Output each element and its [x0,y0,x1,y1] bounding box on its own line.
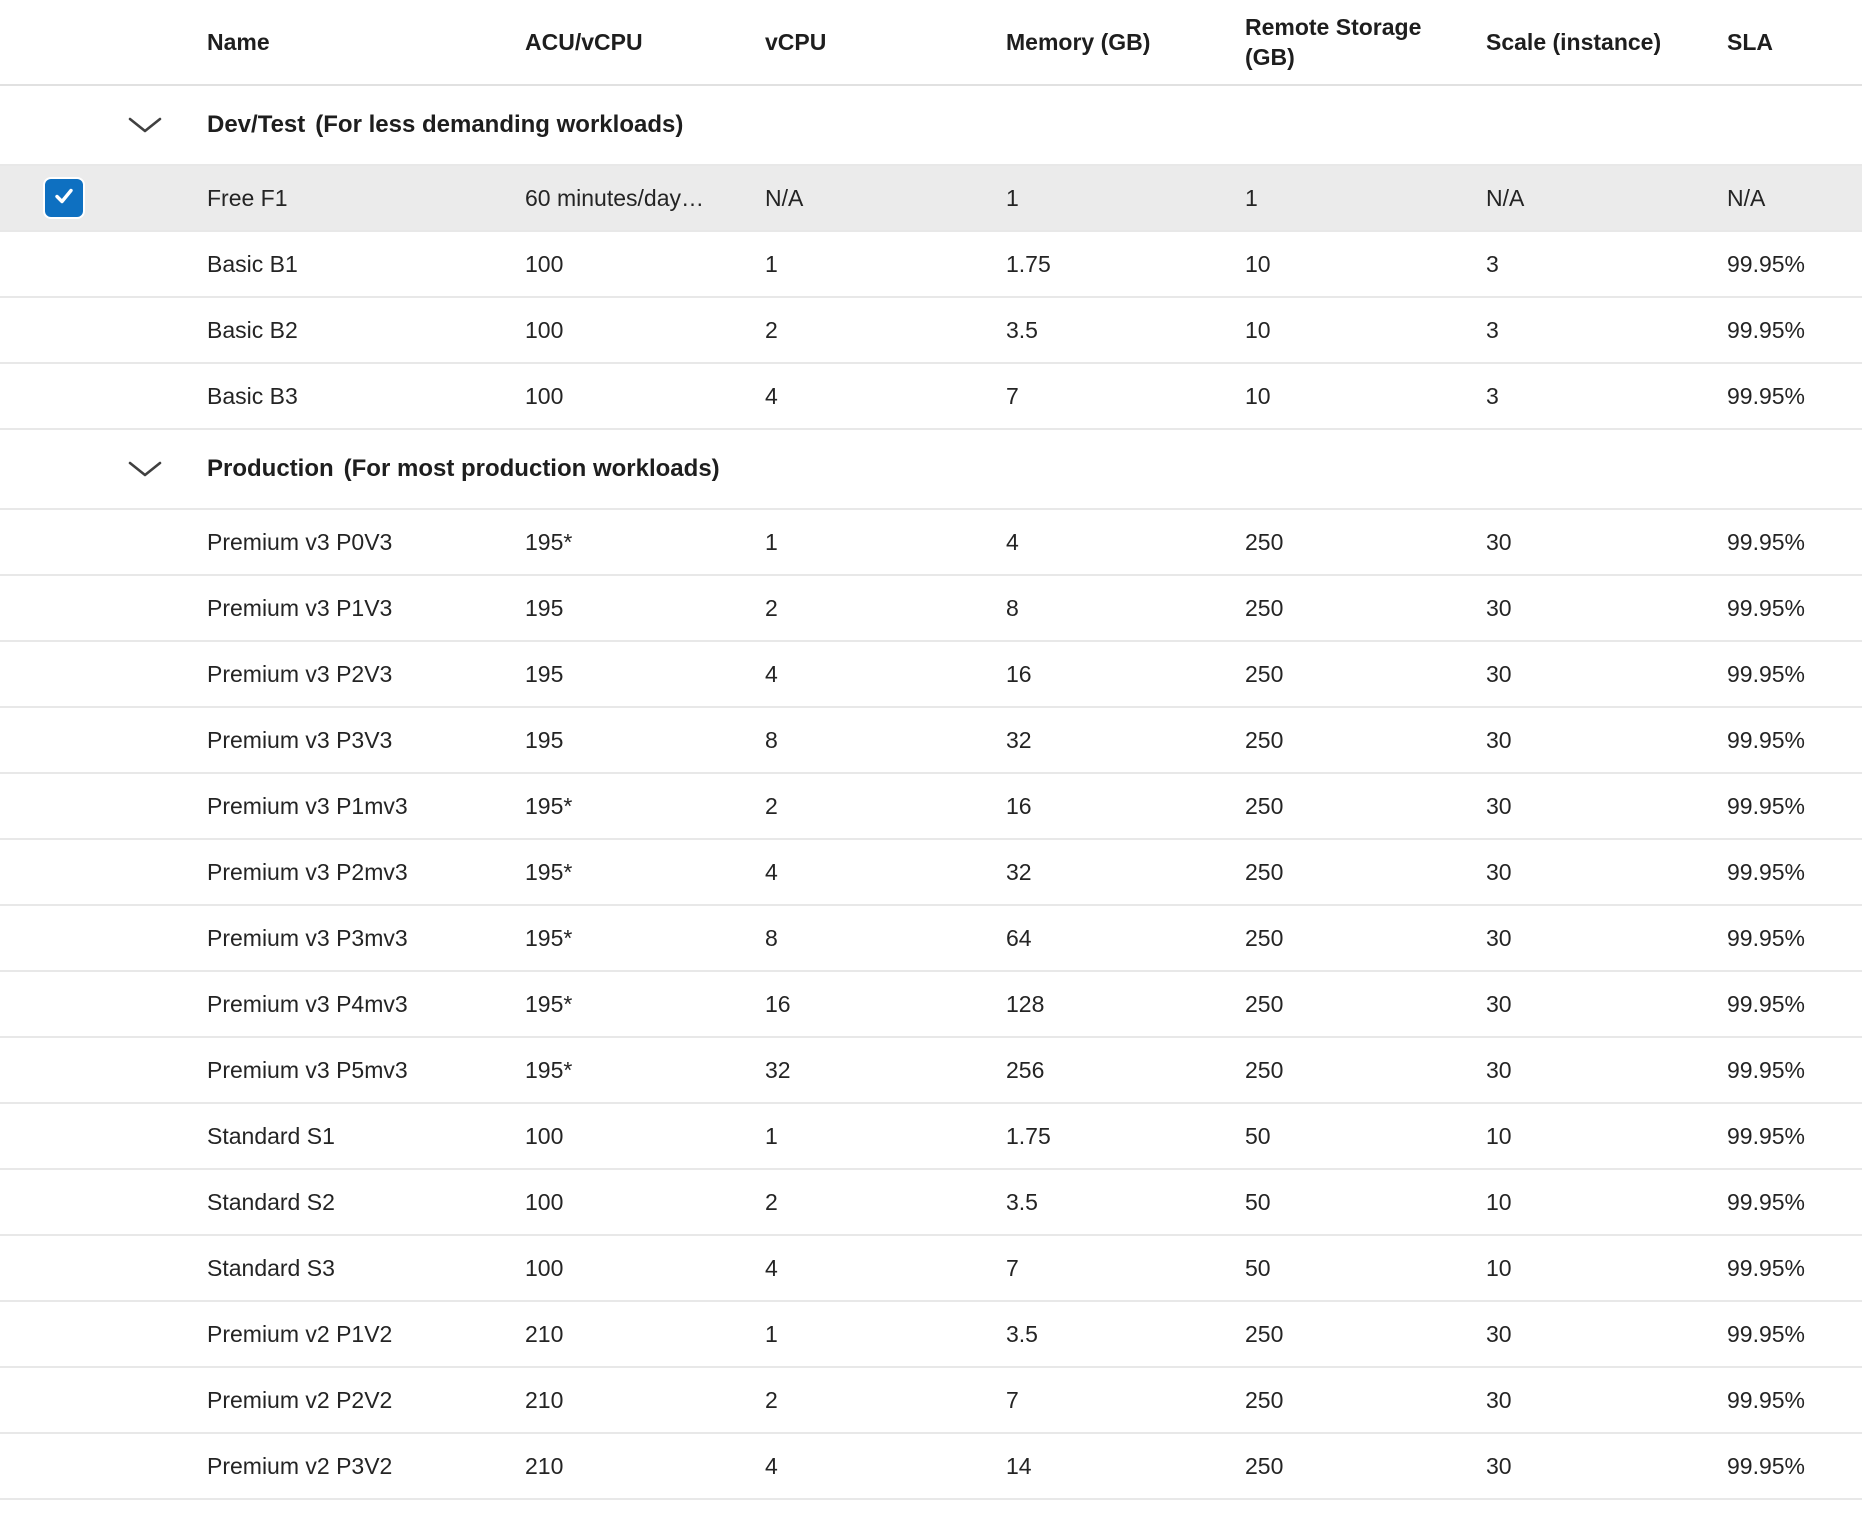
cell-storage: 250 [1245,528,1284,555]
cell-storage: 10 [1245,382,1271,409]
row-select-cell [0,774,207,838]
cell-vcpu: 8 [765,924,778,951]
table-row[interactable] [0,1368,1862,1434]
column-header-memory: Memory (GB) [1006,29,1151,55]
row-select-cell [0,576,207,640]
cell-acu: 100 [525,1188,564,1215]
cell-vcpu: 2 [765,792,778,819]
chevron-down-icon[interactable] [128,459,162,479]
table-row[interactable] [0,1236,1862,1302]
table-row[interactable] [0,364,1862,430]
row-select-cell [0,840,207,904]
cell-vcpu: 2 [765,316,778,343]
group-header-row-1[interactable] [0,430,1862,510]
cell-sla: 99.95% [1727,382,1806,409]
cell-acu: 195* [525,990,573,1017]
row-select-cell [0,166,207,230]
cell-acu: 100 [525,316,564,343]
row-select-cell [0,642,207,706]
cell-vcpu: 1 [765,1122,778,1149]
cell-name: Basic B1 [207,250,298,277]
cell-acu: 195* [525,924,573,951]
cell-scale: 10 [1486,1188,1512,1215]
cell-acu: 100 [525,382,564,409]
cell-memory: 3.5 [1006,1320,1038,1347]
cell-name: Standard S2 [207,1188,335,1215]
cell-scale: 30 [1486,1452,1512,1479]
cell-name: Premium v3 P3V3 [207,726,393,753]
group-label: Dev/Test [207,111,306,138]
row-select-cell [0,1368,207,1432]
cell-scale: 30 [1486,726,1512,753]
cell-acu: 195* [525,528,573,555]
cell-sla: 99.95% [1727,594,1806,621]
cell-scale: 3 [1486,382,1499,409]
cell-memory: 32 [1006,726,1032,753]
cell-memory: 4 [1006,528,1019,555]
cell-acu: 195 [525,594,564,621]
cell-name: Basic B2 [207,316,298,343]
cell-memory: 14 [1006,1452,1032,1479]
cell-name: Premium v3 P2mv3 [207,858,408,885]
table-row[interactable] [0,510,1862,576]
table-row[interactable] [0,1038,1862,1104]
cell-name: Premium v2 P3V2 [207,1452,393,1479]
table-row[interactable] [0,1170,1862,1236]
cell-vcpu: 32 [765,1056,791,1083]
cell-acu: 195 [525,660,564,687]
cell-vcpu: N/A [765,184,804,211]
cell-memory: 1 [1006,184,1019,211]
cell-scale: 30 [1486,1056,1512,1083]
cell-name: Standard S1 [207,1122,335,1149]
row-select-cell [0,1236,207,1300]
cell-sla: 99.95% [1727,528,1806,555]
cell-memory: 7 [1006,382,1019,409]
cell-name: Free F1 [207,184,288,211]
table-row[interactable] [0,166,1862,232]
cell-memory: 7 [1006,1386,1019,1413]
row-select-cell [0,1302,207,1366]
row-select-cell [0,364,207,428]
table-row[interactable] [0,298,1862,364]
cell-vcpu: 2 [765,1386,778,1413]
cell-storage: 10 [1245,250,1271,277]
cell-scale: 30 [1486,528,1512,555]
cell-vcpu: 2 [765,1188,778,1215]
group-description: (For most production workloads) [343,455,720,482]
cell-name: Premium v3 P0V3 [207,528,393,555]
group-label: Production [207,455,334,482]
cell-storage: 50 [1245,1254,1271,1281]
cell-memory: 128 [1006,990,1045,1017]
cell-storage: 250 [1245,1320,1284,1347]
cell-storage: 250 [1245,1386,1284,1413]
row-select-cell [0,1104,207,1168]
row-select-cell [0,1170,207,1234]
cell-scale: 30 [1486,1320,1512,1347]
cell-memory: 16 [1006,660,1032,687]
cell-memory: 3.5 [1006,1188,1038,1215]
checkmark-icon [51,183,77,214]
table-row[interactable] [0,972,1862,1038]
group-title [207,111,1862,139]
cell-memory: 8 [1006,594,1019,621]
cell-scale: N/A [1486,184,1525,211]
cell-scale: 10 [1486,1122,1512,1149]
cell-sla: 99.95% [1727,316,1806,343]
table-row[interactable] [0,774,1862,840]
table-row[interactable] [0,232,1862,298]
cell-memory: 16 [1006,792,1032,819]
cell-storage: 250 [1245,660,1284,687]
cell-acu: 100 [525,250,564,277]
cell-vcpu: 2 [765,594,778,621]
table-row[interactable] [0,906,1862,972]
cell-acu: 210 [525,1452,564,1479]
cell-storage: 250 [1245,924,1284,951]
cell-name: Premium v3 P1mv3 [207,792,408,819]
row-select-cell [0,510,207,574]
cell-acu: 210 [525,1386,564,1413]
cell-acu: 100 [525,1254,564,1281]
cell-name: Premium v3 P2V3 [207,660,393,687]
cell-sla: 99.95% [1727,1386,1806,1413]
cell-sla: 99.95% [1727,660,1806,687]
cell-sla: 99.95% [1727,1320,1806,1347]
cell-sla: 99.95% [1727,858,1806,885]
cell-sla: 99.95% [1727,1188,1806,1215]
cell-memory: 64 [1006,924,1032,951]
cell-sla: 99.95% [1727,1254,1806,1281]
table-row[interactable] [0,708,1862,774]
column-header-acu: ACU/vCPU [525,29,643,55]
table-row[interactable] [0,1302,1862,1368]
cell-storage: 1 [1245,184,1258,211]
cell-memory: 256 [1006,1056,1045,1083]
cell-name: Premium v2 P2V2 [207,1386,393,1413]
row-select-cell [0,708,207,772]
cell-storage: 250 [1245,858,1284,885]
cell-vcpu: 4 [765,660,778,687]
cell-sla: 99.95% [1727,924,1806,951]
cell-storage: 50 [1245,1188,1271,1215]
cell-vcpu: 4 [765,858,778,885]
cell-sla: 99.95% [1727,1452,1806,1479]
chevron-down-icon[interactable] [128,115,162,135]
cell-vcpu: 1 [765,528,778,555]
cell-name: Premium v3 P3mv3 [207,924,408,951]
cell-vcpu: 8 [765,726,778,753]
row-select-cell [0,1038,207,1102]
cell-acu: 100 [525,1122,564,1149]
table-body [0,86,1862,1500]
cell-name: Standard S3 [207,1254,335,1281]
cell-scale: 30 [1486,990,1512,1017]
cell-acu: 195* [525,1056,573,1083]
row-select-cell [0,1434,207,1498]
column-header-name: Name [207,29,270,55]
cell-acu: 210 [525,1320,564,1347]
cell-memory: 7 [1006,1254,1019,1281]
cell-memory: 32 [1006,858,1032,885]
cell-scale: 30 [1486,792,1512,819]
cell-name: Premium v2 P1V2 [207,1320,393,1347]
cell-memory: 1.75 [1006,250,1051,277]
cell-scale: 30 [1486,1386,1512,1413]
table-row[interactable] [0,576,1862,642]
cell-memory: 3.5 [1006,316,1038,343]
cell-name: Premium v3 P5mv3 [207,1056,408,1083]
cell-sla: 99.95% [1727,726,1806,753]
cell-vcpu: 4 [765,1254,778,1281]
table-row[interactable] [0,1104,1862,1170]
group-description: (For less demanding workloads) [315,111,684,138]
cell-scale: 30 [1486,660,1512,687]
cell-acu: 195* [525,858,573,885]
cell-storage: 250 [1245,726,1284,753]
cell-vcpu: 1 [765,1320,778,1347]
cell-sla: 99.95% [1727,1122,1806,1149]
cell-vcpu: 4 [765,1452,778,1479]
row-select-cell [0,972,207,1036]
cell-scale: 30 [1486,924,1512,951]
row-select-cell [0,232,207,296]
row-checkbox[interactable] [45,179,83,217]
header-row [0,0,1862,86]
cell-acu: 195 [525,726,564,753]
cell-name: Premium v3 P1V3 [207,594,393,621]
cell-storage: 250 [1245,594,1284,621]
group-title [207,455,1862,483]
cell-vcpu: 4 [765,382,778,409]
cell-storage: 50 [1245,1122,1271,1149]
column-header-storage: Remote Storage (GB) [1245,14,1422,70]
cell-scale: 10 [1486,1254,1512,1281]
group-header-row-0[interactable] [0,86,1862,166]
cell-sla: 99.95% [1727,792,1806,819]
cell-scale: 3 [1486,316,1499,343]
cell-sla: 99.95% [1727,1056,1806,1083]
row-select-cell [0,298,207,362]
cell-name: Basic B3 [207,382,298,409]
cell-scale: 3 [1486,250,1499,277]
cell-sla: N/A [1727,184,1766,211]
column-header-scale: Scale (instance) [1486,29,1662,55]
cell-sla: 99.95% [1727,250,1806,277]
cell-memory: 1.75 [1006,1122,1051,1149]
column-header-vcpu: vCPU [765,29,827,55]
cell-vcpu: 16 [765,990,791,1017]
cell-acu: 60 minutes/day… [525,184,704,211]
cell-storage: 250 [1245,1452,1284,1479]
table-row[interactable] [0,1434,1862,1500]
cell-storage: 250 [1245,990,1284,1017]
cell-acu: 195* [525,792,573,819]
table-row[interactable] [0,642,1862,708]
column-header-sla: SLA [1727,29,1773,55]
cell-storage: 250 [1245,792,1284,819]
cell-scale: 30 [1486,858,1512,885]
row-select-cell [0,906,207,970]
table-row[interactable] [0,840,1862,906]
cell-sla: 99.95% [1727,990,1806,1017]
cell-scale: 30 [1486,594,1512,621]
cell-name: Premium v3 P4mv3 [207,990,408,1017]
cell-storage: 250 [1245,1056,1284,1083]
cell-vcpu: 1 [765,250,778,277]
cell-storage: 10 [1245,316,1271,343]
